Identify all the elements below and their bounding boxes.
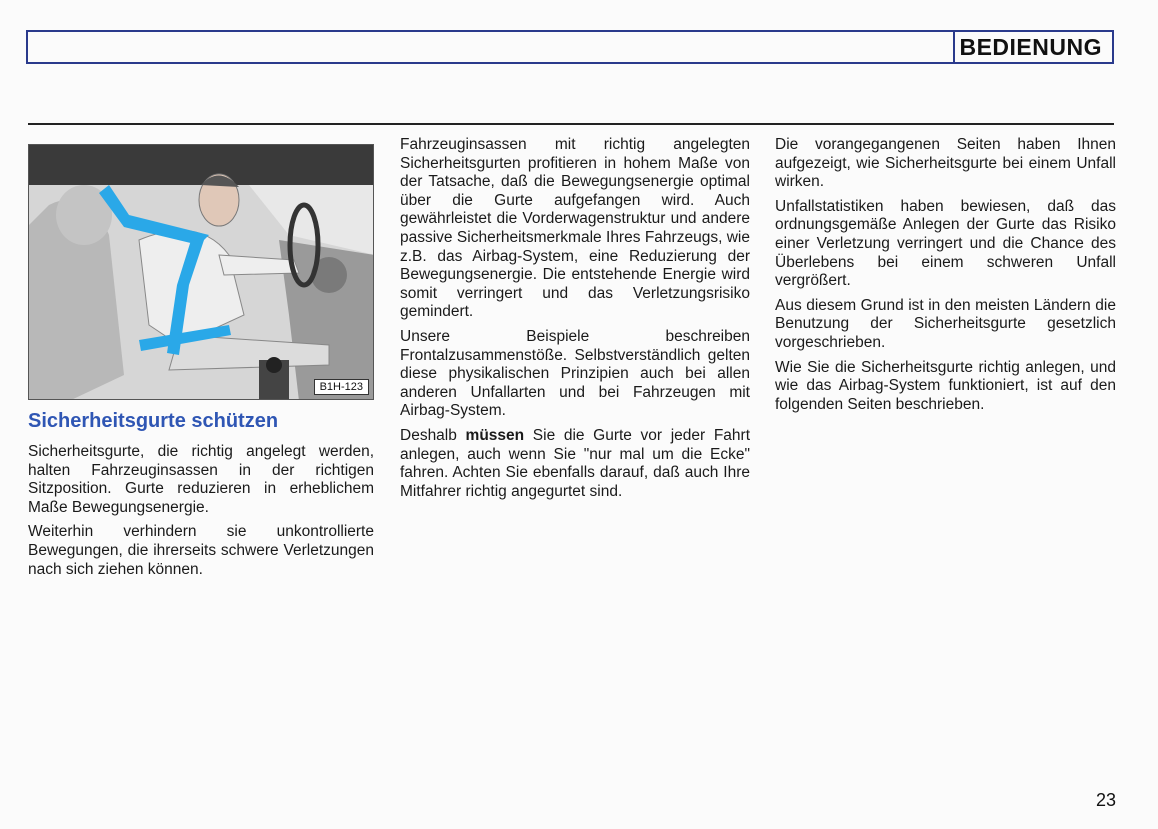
right-column: [775, 136, 1116, 420]
text-span: Deshalb: [400, 426, 457, 444]
paragraph: Fahrzeuginsassen mit richtig angelegten Sicherheitsgurten profitieren in hohem Maße von der Tatsache, daß die Bewegungsenergie optimal über die Gurte aufgefangen wird. Auch gewährleistet die Vorderwagenstruktur und andere passive Sicherheitsmerkmale Ihres Fahrzeugs, wie z.B. das Airbag-System, eine Reduzierung der Bewegungsenergie. Die entstehende Energie wird somit verringert und das Verletzungsrisiko gemindert.: [400, 136, 750, 321]
emphasis-text: müssen: [465, 426, 525, 444]
middle-column: [400, 136, 750, 507]
figure-label: B1H-123: [314, 379, 369, 395]
page-number: 23: [1095, 790, 1116, 810]
seatbelt-illustration: [28, 144, 374, 400]
paragraph: Sicherheitsgurte, die richtig angelegt werden, halten Fahrzeuginsassen in der richtigen Sitzposition. Gurte reduzieren in erheblichem Maße Bewegungsenergie.: [28, 443, 374, 516]
page-section-title: BEDIENUNG: [953, 32, 1106, 62]
paragraph: Aus diesem Grund ist in den meisten Ländern die Benutzung der Sicherheitsgurte gesetzlich vorgeschrieben.: [775, 296, 1116, 351]
paragraph: Unsere Beispiele beschreiben Frontalzusammenstöße. Selbstverständlich gelten diese physikalischen Prinzipien auch bei allen anderen Unfallarten und bei Fahrzeugen mit Airbag-System.: [400, 327, 750, 420]
left-column: [28, 443, 374, 585]
paragraph: Weiterhin verhindern sie unkontrollierte Bewegungen, die ihrerseits schwere Verletzungen nach sich ziehen können.: [28, 523, 374, 578]
header-bar: [26, 30, 1114, 64]
paragraph: Wie Sie die Sicherheitsgurte richtig anlegen, und wie das Airbag-System funktioniert, ist auf den folgenden Seiten beschrieben.: [775, 358, 1116, 413]
horizontal-rule: [28, 123, 1114, 125]
paragraph: [400, 427, 750, 501]
driver-seatbelt-drawing: [29, 145, 374, 400]
paragraph: Die vorangegangenen Seiten haben Ihnen aufgezeigt, wie Sicherheitsgurte bei einem Unfall wirken.: [775, 136, 1116, 191]
section-heading: Sicherheitsgurte schützen: [28, 410, 279, 432]
paragraph: Unfallstatistiken haben bewiesen, daß das ordnungsgemäße Anlegen der Gurte das Risiko einer Verletzung verringert und die Chance des Überlebens bei einem schweren Unfall vergrößert.: [775, 197, 1116, 290]
text-span: Sie die Gurte vor jeder Fahrt anlegen, auch wenn Sie "nur mal um die Ecke" fahren. Achten Sie ebenfalls darauf, daß auch Ihre Mitfahrer richtig angegurtet sind.: [400, 426, 751, 500]
